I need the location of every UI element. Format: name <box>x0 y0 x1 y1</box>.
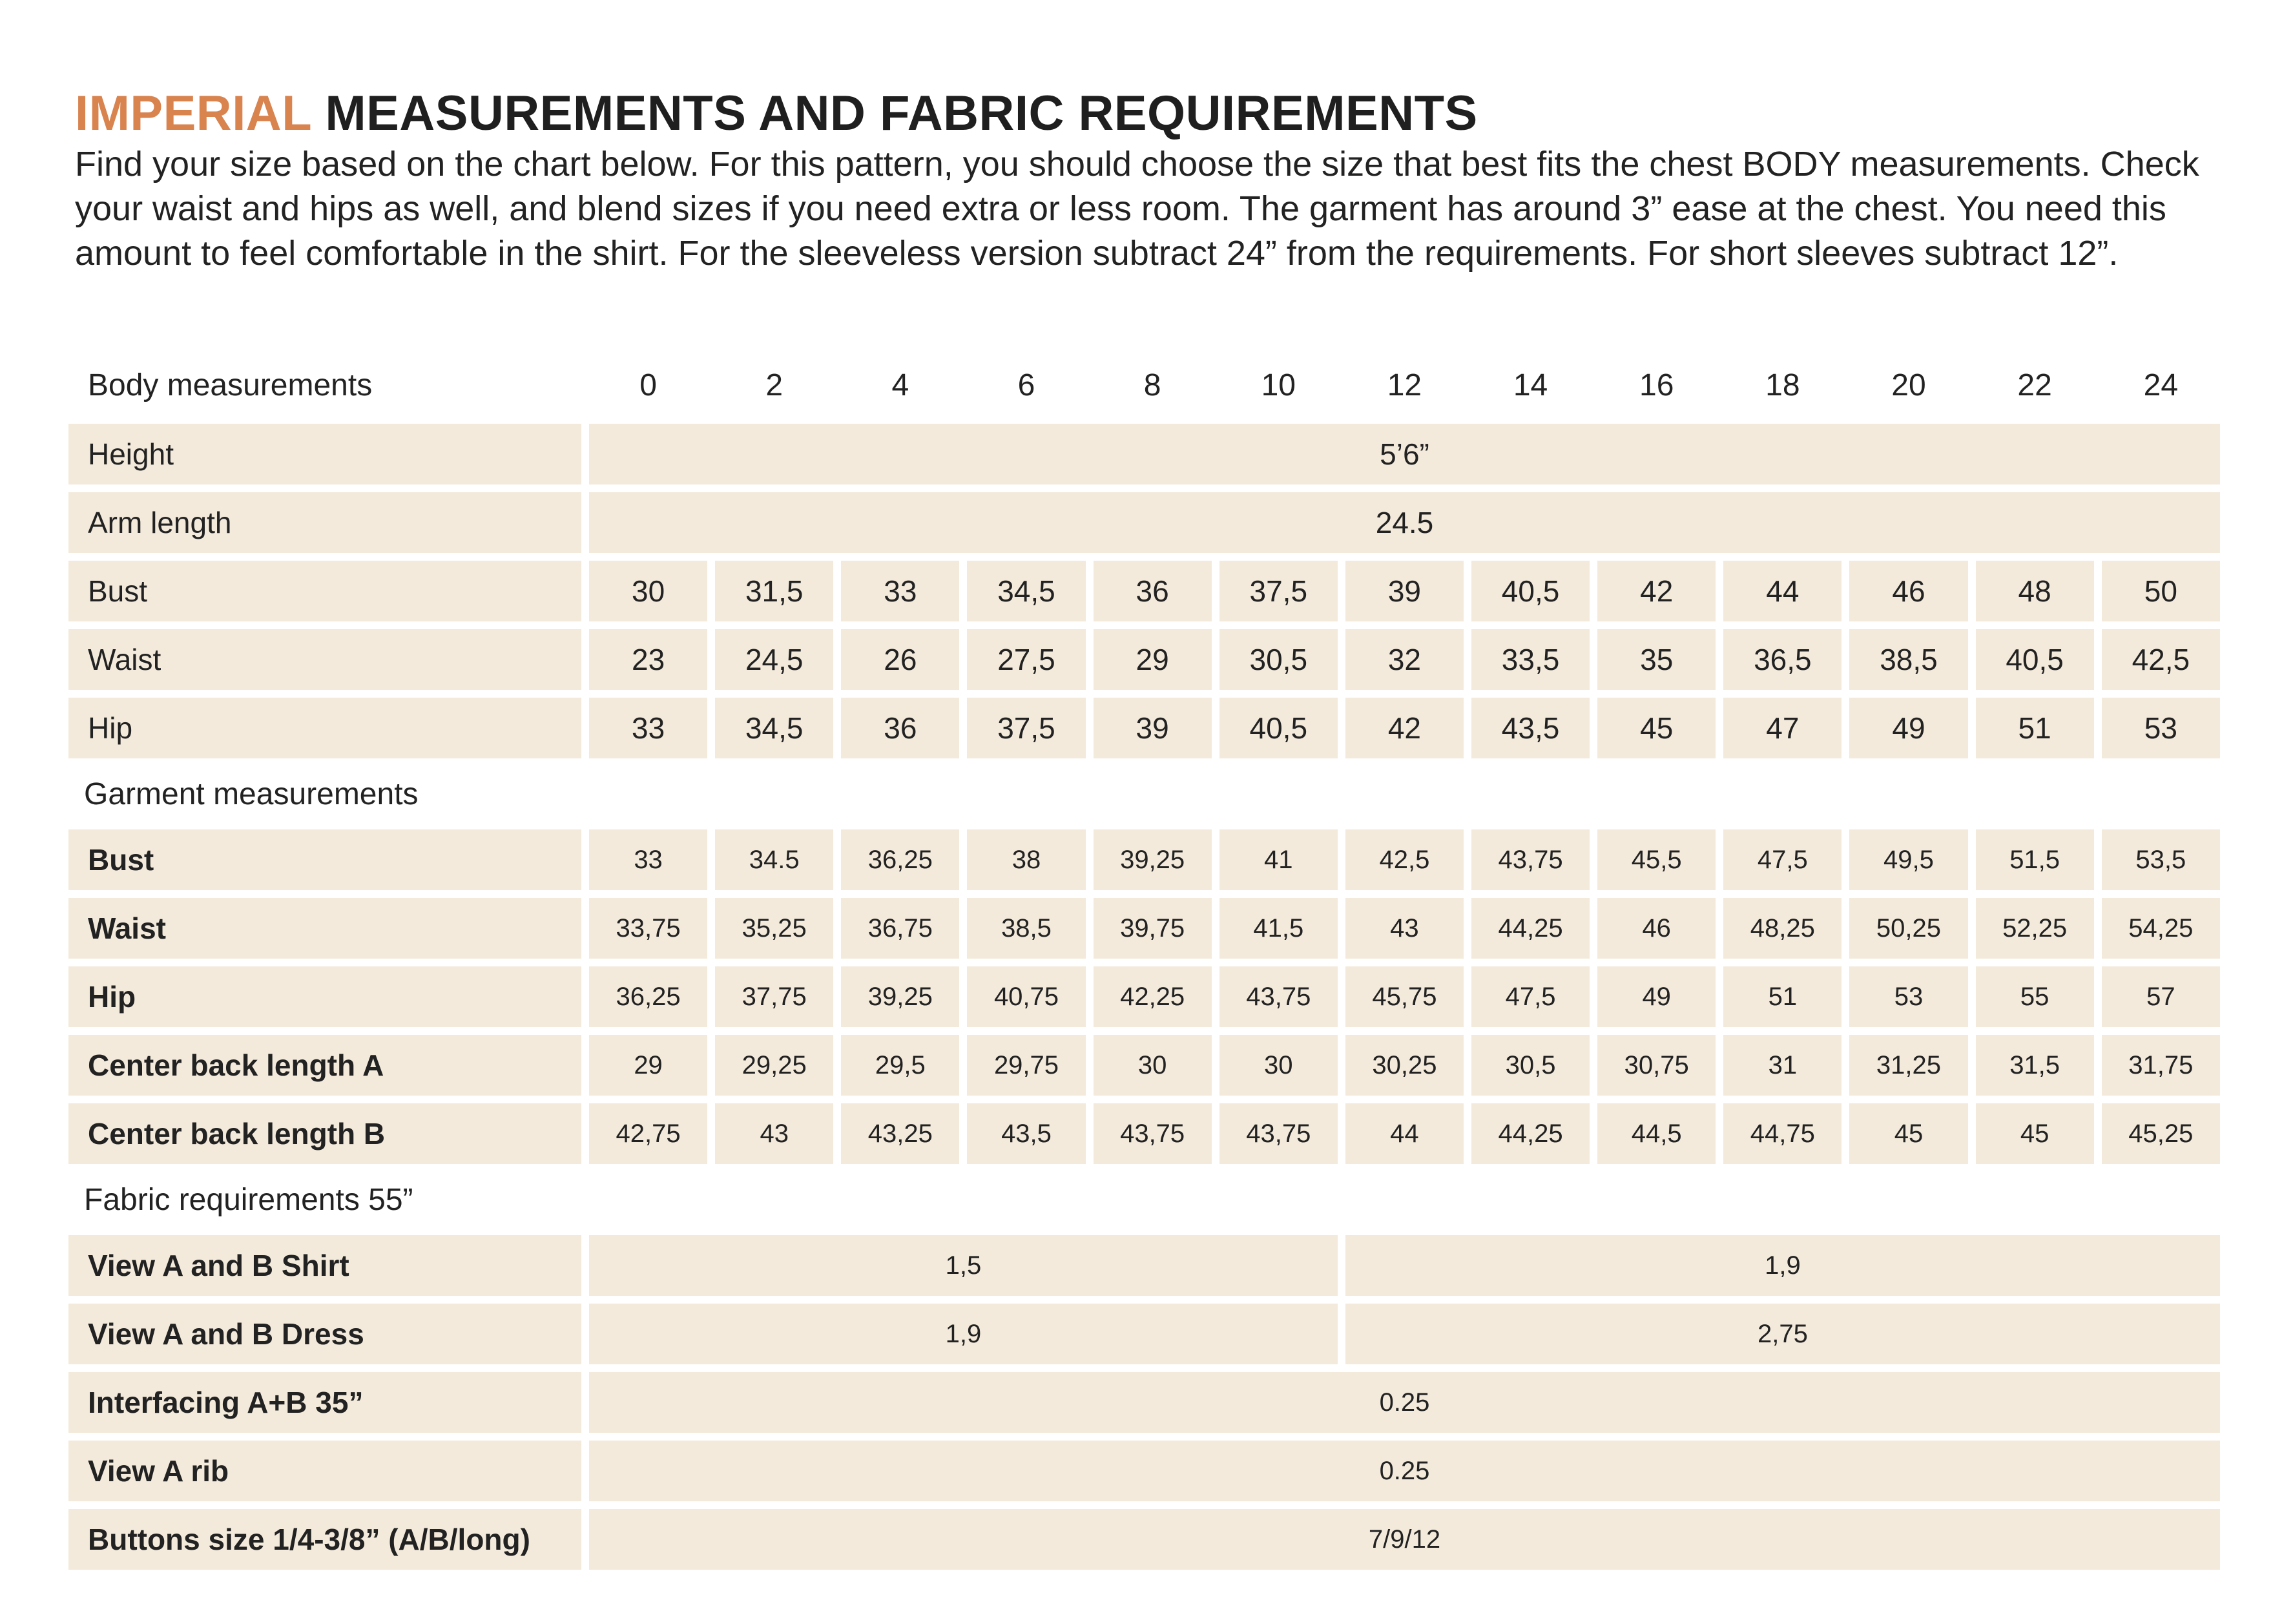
table-cell: 49 <box>1849 698 1967 758</box>
table-cell: 30,75 <box>1597 1035 1716 1096</box>
table-cell: 23 <box>589 629 707 690</box>
table-cell: 45 <box>1597 698 1716 758</box>
table-cell: 36,5 <box>1723 629 1842 690</box>
table-cell: 29,25 <box>715 1035 833 1096</box>
table-cell: 54,25 <box>2102 898 2220 959</box>
table-cell: 47,5 <box>1723 829 1842 890</box>
table-cell: 40,5 <box>1976 629 2094 690</box>
table-row <box>68 898 2220 959</box>
table-cell: 44,5 <box>1597 1103 1716 1164</box>
row-label: Center back length A <box>68 1035 581 1096</box>
table-cell: 38,5 <box>967 898 1085 959</box>
table-cell: 52,25 <box>1976 898 2094 959</box>
table-cell: 39,75 <box>1094 898 1212 959</box>
table-cell: 34.5 <box>715 829 833 890</box>
row-label: Hip <box>68 966 581 1027</box>
row-label: Bust <box>68 829 581 890</box>
table-cell: 29 <box>1094 629 1212 690</box>
table-cell: 41,5 <box>1219 898 1338 959</box>
table-cell: 36,25 <box>841 829 959 890</box>
table-cell: 44 <box>1723 561 1842 621</box>
table-cell: 43,25 <box>841 1103 959 1164</box>
table-cell: 45,75 <box>1345 966 1464 1027</box>
table-cell: 42,5 <box>1345 829 1464 890</box>
table-row-height <box>68 424 2220 484</box>
table-cell: 37,5 <box>967 698 1085 758</box>
table-cell: 34,5 <box>715 698 833 758</box>
table-cell: 30 <box>589 561 707 621</box>
table-cell: 37,5 <box>1219 561 1338 621</box>
size-chart-table <box>61 346 2228 1577</box>
size-header-cell: 22 <box>2017 368 2052 402</box>
intro-paragraph: Find your size based on the chart below. For this pattern, you should choose the size that best fits the chest BODY measurements. Check your waist and hips as well, and blend sizes if you need extra or less room. The garment has around 3” ease at the chest. You need this amount to feel comfortable in the shirt. For the sleeveless version subtract 24” from the requirements. For short sleeves subtract 12”. <box>75 145 2199 273</box>
section-row <box>68 766 2220 822</box>
table-cell: 41 <box>1219 829 1338 890</box>
table-cell: 51 <box>1723 966 1842 1027</box>
table-cell: 42 <box>1597 561 1716 621</box>
size-header-cell: 8 <box>1143 368 1161 402</box>
table-cell: 38,5 <box>1849 629 1967 690</box>
size-header-cell: 6 <box>1017 368 1035 402</box>
table-cell: 51 <box>1976 698 2094 758</box>
table-cell: 45 <box>1976 1103 2094 1164</box>
table-cell: 1,5 <box>589 1235 1338 1296</box>
table-row <box>68 1035 2220 1096</box>
table-row <box>68 1103 2220 1164</box>
table-cell: 50,25 <box>1849 898 1967 959</box>
size-header-cell: 14 <box>1513 368 1548 402</box>
row-label: View A and B Dress <box>68 1304 581 1364</box>
row-label: View A rib <box>68 1441 581 1501</box>
table-cell: 29 <box>589 1035 707 1096</box>
row-label: Height <box>68 424 581 484</box>
table-cell: 24,5 <box>715 629 833 690</box>
table-cell: 42,25 <box>1094 966 1212 1027</box>
table-cell: 33,5 <box>1471 629 1590 690</box>
table-row <box>68 1509 2220 1570</box>
table-cell: 40,5 <box>1219 698 1338 758</box>
table-row <box>68 966 2220 1027</box>
table-cell: 35,25 <box>715 898 833 959</box>
intro-text <box>75 142 2252 276</box>
table-cell: 27,5 <box>967 629 1085 690</box>
table-cell: 42,75 <box>589 1103 707 1164</box>
size-header-cell: 20 <box>1891 368 1926 402</box>
title-rest: MEASUREMENTS AND FABRIC REQUIREMENTS <box>325 86 1478 141</box>
size-header-cell: 4 <box>891 368 909 402</box>
page-title <box>75 83 1478 145</box>
size-header-cell: 24 <box>2143 368 2179 402</box>
section-heading: Fabric requirements 55” <box>84 1182 413 1217</box>
table-cell: 57 <box>2102 966 2220 1027</box>
table-cell: 39 <box>1345 561 1464 621</box>
table-cell: 42 <box>1345 698 1464 758</box>
table-cell: 43,5 <box>967 1103 1085 1164</box>
table-cell: 0.25 <box>589 1441 2220 1501</box>
table-cell: 32 <box>1345 629 1464 690</box>
row-label: Waist <box>68 629 581 690</box>
table-cell: 38 <box>967 829 1085 890</box>
table-cell: 40,5 <box>1471 561 1590 621</box>
table-cell: 47,5 <box>1471 966 1590 1027</box>
size-header-row <box>68 354 2220 416</box>
table-cell: 50 <box>2102 561 2220 621</box>
table-cell: 30 <box>1219 1035 1338 1096</box>
table-cell: 29,75 <box>967 1035 1085 1096</box>
size-header-cell: 18 <box>1765 368 1800 402</box>
table-row <box>68 629 2220 690</box>
table-cell: 34,5 <box>967 561 1085 621</box>
section-row <box>68 1172 2220 1227</box>
table-cell: 33 <box>589 829 707 890</box>
table-cell: 29,5 <box>841 1035 959 1096</box>
table-cell: 30,5 <box>1471 1035 1590 1096</box>
table-cell: 39,25 <box>841 966 959 1027</box>
size-header-cell: 12 <box>1387 368 1422 402</box>
table-cell: 0.25 <box>589 1372 2220 1433</box>
row-label: Waist <box>68 898 581 959</box>
height-value: 5’6” <box>589 424 2220 484</box>
table-cell: 36,75 <box>841 898 959 959</box>
table-cell: 36 <box>841 698 959 758</box>
row-label: Hip <box>68 698 581 758</box>
table-cell: 7/9/12 <box>589 1509 2220 1570</box>
table-cell: 45,25 <box>2102 1103 2220 1164</box>
table-cell: 31,5 <box>1976 1035 2094 1096</box>
table-cell: 1,9 <box>1345 1235 2220 1296</box>
arm-length-value: 24.5 <box>589 492 2220 553</box>
table-cell: 53,5 <box>2102 829 2220 890</box>
table-cell: 44 <box>1345 1103 1464 1164</box>
table-cell: 53 <box>1849 966 1967 1027</box>
table-row <box>68 1441 2220 1501</box>
table-cell: 43,75 <box>1219 1103 1338 1164</box>
table-cell: 36,25 <box>589 966 707 1027</box>
table-cell: 48,25 <box>1723 898 1842 959</box>
table-cell: 48 <box>1976 561 2094 621</box>
table-row <box>68 561 2220 621</box>
table-cell: 43,75 <box>1219 966 1338 1027</box>
table-cell: 43,5 <box>1471 698 1590 758</box>
size-header-cell: 0 <box>639 368 657 402</box>
table-cell: 31,75 <box>2102 1035 2220 1096</box>
table-cell: 39 <box>1094 698 1212 758</box>
table-row <box>68 1304 2220 1364</box>
table-cell: 51,5 <box>1976 829 2094 890</box>
title-accent: IMPERIAL <box>75 86 311 141</box>
table-cell: 55 <box>1976 966 2094 1027</box>
table-row <box>68 698 2220 758</box>
table-cell: 49,5 <box>1849 829 1967 890</box>
table-cell: 1,9 <box>589 1304 1338 1364</box>
size-header-cell: 16 <box>1639 368 1674 402</box>
table-cell: 46 <box>1597 898 1716 959</box>
table-cell: 43,75 <box>1471 829 1590 890</box>
table-cell: 44,75 <box>1723 1103 1842 1164</box>
size-header-cell: 2 <box>765 368 783 402</box>
table-cell: 37,75 <box>715 966 833 1027</box>
table-cell: 31 <box>1723 1035 1842 1096</box>
table-cell: 31,5 <box>715 561 833 621</box>
table-cell: 43 <box>715 1103 833 1164</box>
table-cell: 26 <box>841 629 959 690</box>
size-header-cell: 10 <box>1261 368 1296 402</box>
table-cell: 53 <box>2102 698 2220 758</box>
row-label: Buttons size 1/4-3/8” (A/B/long) <box>68 1509 581 1570</box>
table-cell: 47 <box>1723 698 1842 758</box>
body-measurements-heading: Body measurements <box>88 368 373 402</box>
table-cell: 33 <box>841 561 959 621</box>
table-cell: 33,75 <box>589 898 707 959</box>
row-label: Bust <box>68 561 581 621</box>
table-cell: 40,75 <box>967 966 1085 1027</box>
table-cell: 43 <box>1345 898 1464 959</box>
table-cell: 49 <box>1597 966 1716 1027</box>
table-cell: 46 <box>1849 561 1967 621</box>
table-row <box>68 829 2220 890</box>
row-label: View A and B Shirt <box>68 1235 581 1296</box>
table-cell: 45 <box>1849 1103 1967 1164</box>
row-label: Arm length <box>68 492 581 553</box>
table-cell: 2,75 <box>1345 1304 2220 1364</box>
table-cell: 39,25 <box>1094 829 1212 890</box>
table-cell: 42,5 <box>2102 629 2220 690</box>
table-cell: 44,25 <box>1471 898 1590 959</box>
table-row <box>68 1235 2220 1296</box>
row-label: Interfacing A+B 35” <box>68 1372 581 1433</box>
table-cell: 30 <box>1094 1035 1212 1096</box>
section-heading: Garment measurements <box>84 776 419 811</box>
table-row-arm-length <box>68 492 2220 553</box>
row-label: Center back length B <box>68 1103 581 1164</box>
table-cell: 31,25 <box>1849 1035 1967 1096</box>
table-cell: 30,25 <box>1345 1035 1464 1096</box>
table-row <box>68 1372 2220 1433</box>
table-cell: 30,5 <box>1219 629 1338 690</box>
table-cell: 35 <box>1597 629 1716 690</box>
table-cell: 33 <box>589 698 707 758</box>
table-cell: 36 <box>1094 561 1212 621</box>
table-cell: 43,75 <box>1094 1103 1212 1164</box>
table-cell: 44,25 <box>1471 1103 1590 1164</box>
table-cell: 45,5 <box>1597 829 1716 890</box>
